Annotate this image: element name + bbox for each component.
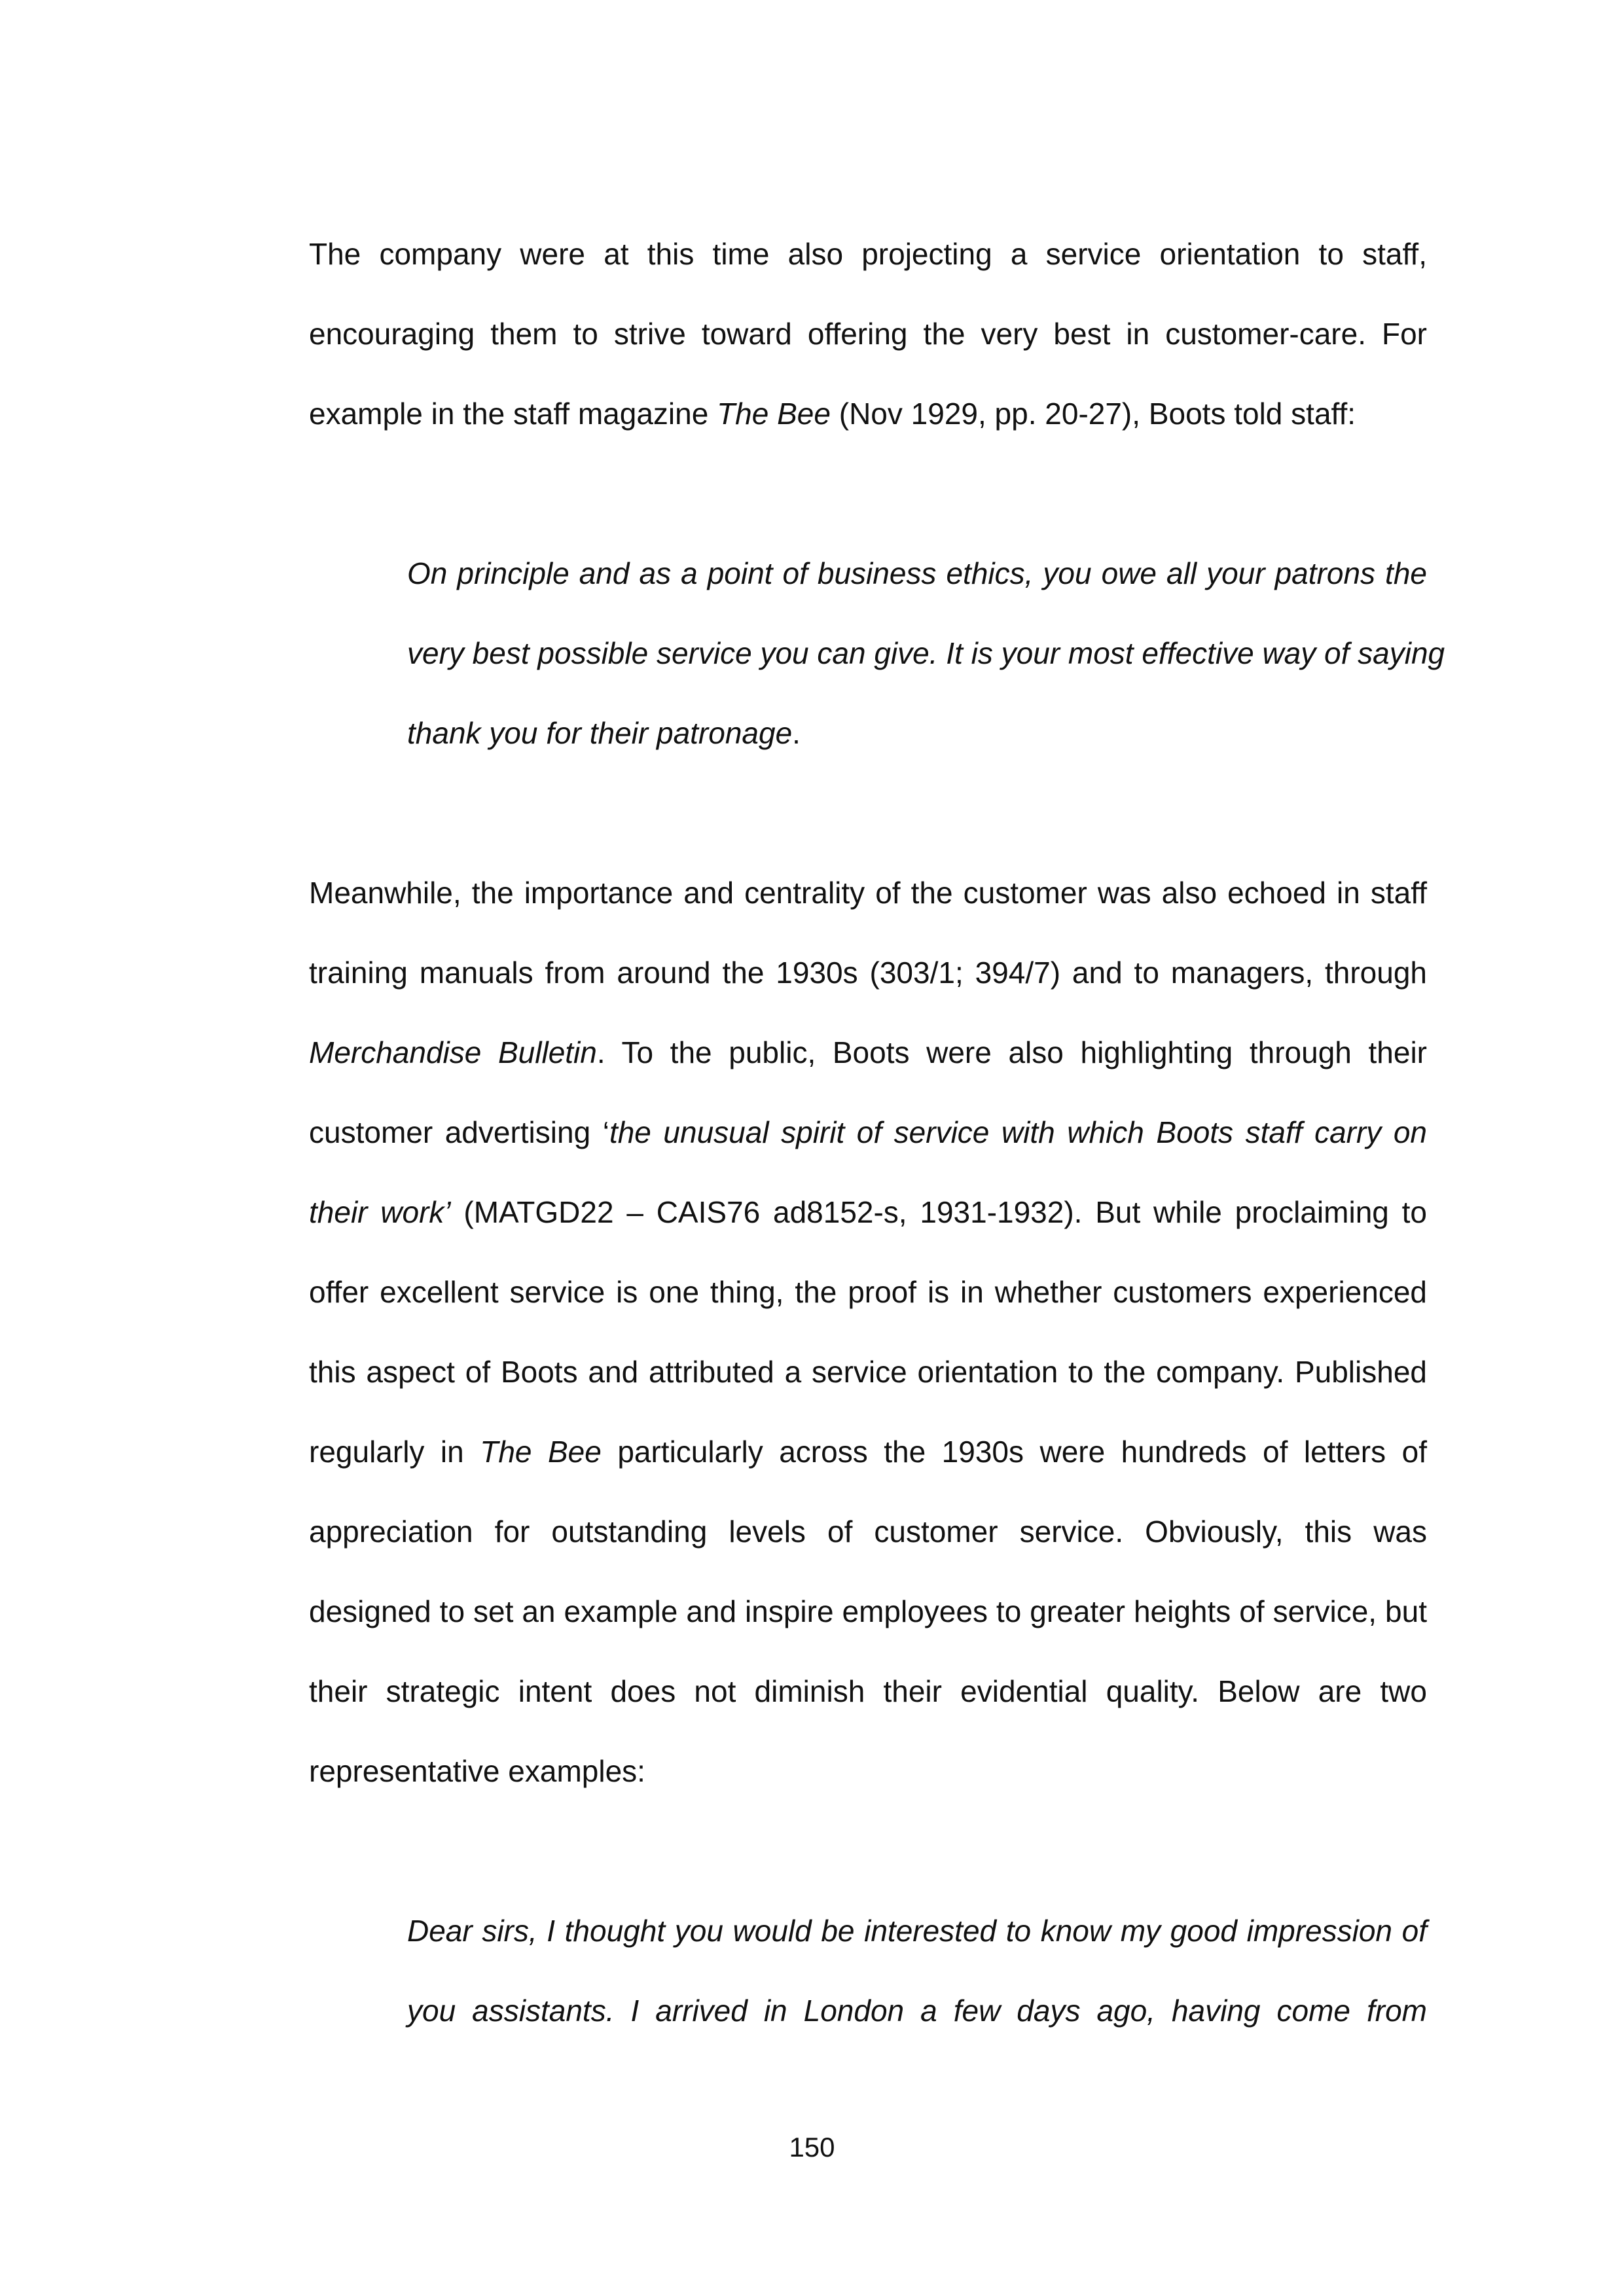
quote-text: thank you for their patronage bbox=[407, 716, 793, 750]
advert-quote: their work’ bbox=[309, 1195, 451, 1229]
text: regularly in bbox=[309, 1435, 480, 1469]
paragraph-2-line-9: appreciation for outstanding levels of customer service. Obviously, this was bbox=[309, 1515, 1427, 1549]
paragraph-2-line-11: their strategic intent does not diminish their evidential quality. Below are two bbox=[309, 1674, 1427, 1708]
paragraph-1-line-2: encouraging them to strive toward offering the very best in customer-care. For bbox=[309, 317, 1427, 351]
paragraph-2-line-4 bbox=[309, 1113, 1427, 1152]
paragraph-2-line-10: designed to set an example and inspire employees to greater heights of service, but bbox=[309, 1594, 1427, 1628]
paragraph-2-line-5 bbox=[309, 1193, 1427, 1232]
paragraph-2-line-7: this aspect of Boots and attributed a service orientation to the company. Published bbox=[309, 1355, 1427, 1389]
text: particularly across the 1930s were hundreds of letters of bbox=[601, 1435, 1427, 1469]
magazine-title: The Bee bbox=[717, 397, 831, 431]
quote-2-line-2: you assistants. I arrived in London a few days ago, having come from bbox=[407, 1994, 1427, 2028]
quote-1-line-1: On principle and as a point of business ethics, you owe all your patrons the bbox=[407, 556, 1427, 590]
text: example in the staff magazine bbox=[309, 397, 717, 431]
paragraph-2-line-8 bbox=[309, 1432, 1427, 1471]
quote-1-line-3 bbox=[407, 713, 1427, 753]
paragraph-2-line-2: training manuals from around the 1930s (303/1; 394/7) and to managers, through bbox=[309, 956, 1427, 990]
page-number: 150 bbox=[789, 2132, 835, 2162]
paragraph-2-line-12: representative examples: bbox=[309, 1754, 645, 1788]
paragraph-2-line-1: Meanwhile, the importance and centrality of the customer was also echoed in staff bbox=[309, 876, 1427, 910]
quote-2-line-1: Dear sirs, I thought you would be interested to know my good impression of bbox=[407, 1914, 1427, 1948]
text: . bbox=[792, 716, 801, 750]
paragraph-1-line-3 bbox=[309, 394, 1427, 433]
text: (Nov 1929, pp. 20-27), Boots told staff: bbox=[830, 397, 1356, 431]
advert-quote: the unusual spirit of service with which Boots staff carry on bbox=[609, 1115, 1427, 1149]
text: customer advertising ‘ bbox=[309, 1115, 609, 1149]
bulletin-title: Merchandise Bulletin bbox=[309, 1035, 597, 1069]
paragraph-1-line-1: The company were at this time also projecting a service orientation to staff, bbox=[309, 237, 1427, 271]
magazine-title: The Bee bbox=[480, 1435, 602, 1469]
paragraph-2-line-6: offer excellent service is one thing, the proof is in whether customers experienced bbox=[309, 1275, 1427, 1309]
quote-1-line-2: very best possible service you can give. It is your most effective way of saying bbox=[407, 636, 1445, 670]
paragraph-2-line-3 bbox=[309, 1033, 1427, 1072]
text: . To the public, Boots were also highlighting through their bbox=[596, 1035, 1427, 1069]
text: (MATGD22 – CAIS76 ad8152-s, 1931-1932). But while proclaiming to bbox=[450, 1195, 1427, 1229]
